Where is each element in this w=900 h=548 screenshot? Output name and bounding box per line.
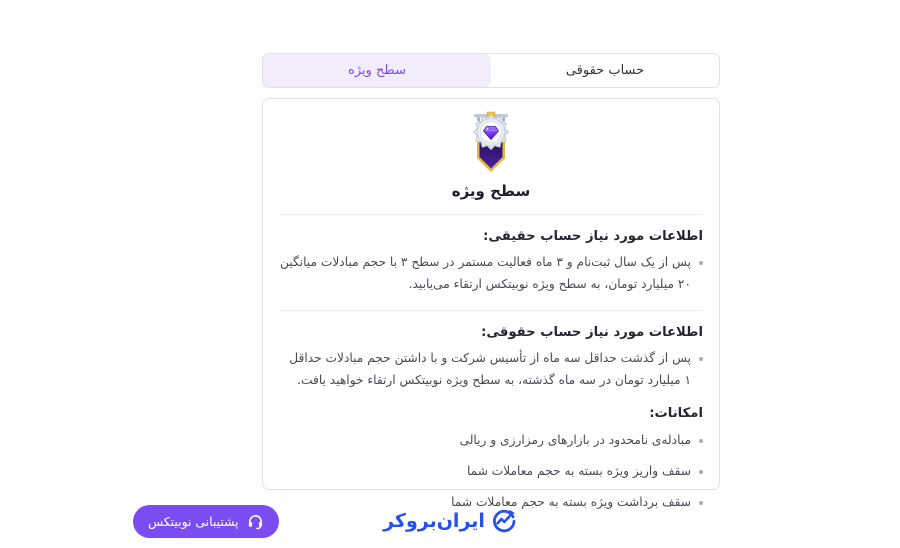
bullet-dot-icon xyxy=(699,501,703,505)
account-level-tabs xyxy=(262,53,720,88)
list-item xyxy=(279,252,703,296)
special-level-card xyxy=(262,98,720,509)
list-item xyxy=(279,430,703,452)
list-item-text: پس از یک سال ثبت‌نام و ۳ ماه فعالیت مستمر در سطح ۳ با حجم مبادلات میانگین ۲۰ میلیارد تومان، به سطح ویژه نوبیتکس ارتقاء می‌یابید. xyxy=(280,255,691,291)
list-item-text: پس از گذشت حداقل سه ماه از تأسیس شرکت و با داشتن حجم مبادلات حداقل ۱ میلیارد تومان در سه ماه گذشته، به سطح ویژه نوبیتکس ارتقاء خواهید یافت. xyxy=(289,350,691,387)
support-button-label: پشتیبانی نوبیتکس xyxy=(148,514,239,529)
section-heading-real-account: اطلاعات مورد نیاز حساب حقیقی: xyxy=(483,229,703,244)
list-item xyxy=(279,348,703,392)
iranbroker-logo[interactable] xyxy=(383,507,517,534)
divider xyxy=(279,310,703,311)
tab-special-level[interactable]: سطح ویژه xyxy=(263,54,491,87)
headset-icon xyxy=(247,513,264,530)
iranbroker-logo-icon xyxy=(490,507,517,534)
divider xyxy=(279,214,703,215)
bullet-dot-icon xyxy=(699,357,703,361)
iranbroker-logo-text: ایران‌بروکر xyxy=(383,509,485,532)
card-title: سطح ویژه xyxy=(451,182,531,200)
section-heading-legal-account: اطلاعات مورد نیاز حساب حقوقی: xyxy=(481,324,703,340)
section-list-real-account xyxy=(279,252,703,296)
list-item-text: سقف برداشت ویژه بسته به حجم معاملات شما xyxy=(451,494,691,509)
bullet-dot-icon xyxy=(699,470,703,474)
support-button[interactable] xyxy=(133,505,279,538)
bullet-dot-icon xyxy=(699,439,703,443)
section-list-legal-account xyxy=(279,348,703,392)
list-item-text: سقف واریز ویژه بسته به حجم معاملات شما xyxy=(466,463,691,478)
bullet-dot-icon xyxy=(699,261,703,265)
section-heading-features: امکانات: xyxy=(649,405,703,421)
tab-legal-account[interactable]: حساب حقوقی xyxy=(565,63,645,78)
special-level-medal-icon xyxy=(279,111,703,175)
list-item xyxy=(279,461,703,483)
features-list xyxy=(279,430,703,514)
list-item-text: مبادله‌ی نامحدود در بازارهای رمزارزی و ریالی xyxy=(459,432,691,447)
